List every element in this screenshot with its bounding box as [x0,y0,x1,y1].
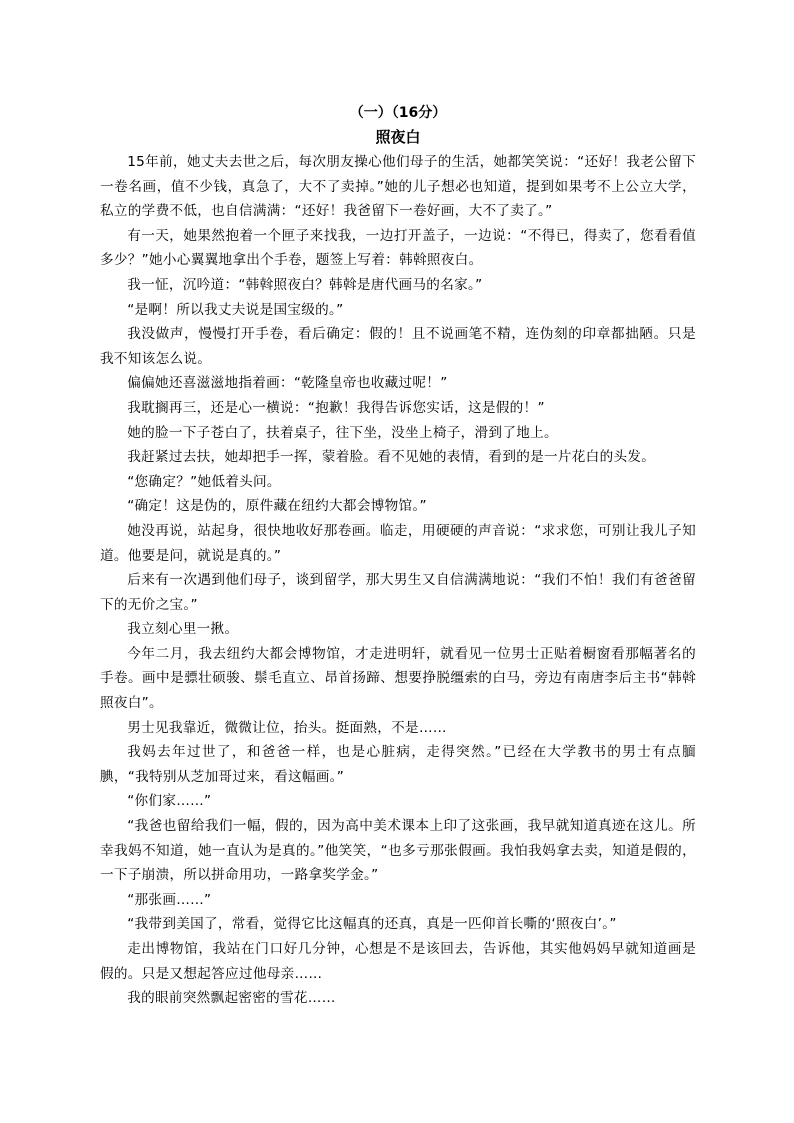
article [100,101,696,1011]
paragraph: “我爸也留给我们一幅，假的，因为高中美术课本上印了这张画，我早就知道真迹在这儿。所幸我妈不知道，她一直认为是真的。”他笑笑，“也多亏那张假画。我怕我妈拿去卖，知道是假的，一下子崩溃，所以拼命用功，一路拿奖学金。” [100,818,696,884]
paragraph: “那张画……” [127,891,212,908]
paragraph: 我赶紧过去扶，她却把手一挥，蒙着脸。看不见她的表情，看到的是一片花白的头发。 [127,449,656,466]
paragraph: 她的脸一下子苍白了，扶着桌子，往下坐，没坐上椅子，滑到了地上。 [127,424,558,441]
paragraph: 我立刻心里一揪。 [127,621,239,638]
paragraph: “确定！这是伪的，原件藏在纽约大都会博物馆。” [127,498,427,515]
paragraph: 我的眼前突然飘起密密的雪花…… [127,990,336,1007]
paragraph: “我带到美国了，常看，觉得它比这幅真的还真，真是一匹仰首长嘶的‘照夜白’。” [127,916,617,933]
paragraph: “是啊！所以我丈夫说是国宝级的。” [127,301,344,318]
paragraph: 她没再说，站起身，很快地收好那卷画。临走，用硬硬的声音说：“求求您，可别让我儿子知道。他要是问，就说是真的。” [100,522,696,564]
paragraph: 偏偏她还喜滋滋地指着画：“乾隆皇帝也收藏过呢！” [127,375,448,392]
paragraph: 走出博物馆，我站在门口好几分钟，心想是不是该回去，告诉他，其实他妈妈早就知道画是假的。只是又想起答应过他母亲…… [100,941,696,982]
paragraph: 后来有一次遇到他们母子，谈到留学，那大男生又自信满满地说：“我们不怕！我们有爸爸留下的无价之宝。” [100,572,696,613]
paragraph: “你们家……” [127,793,212,810]
paragraph: “您确定？”她低着头问。 [127,473,281,490]
section-heading: （一）（16分） [349,105,447,121]
paragraph: 今年二月，我去纽约大都会博物馆，才走进明轩，就看见一位男士正贴着橱窗看那幅著名的手卷。画中是骠壮硕骏、鬃毛直立、昂首扬蹄、想要挣脱缰索的白马，旁边有南唐李后主书“韩斡照夜白”。 [100,645,696,712]
paragraph: 我妈去年过世了，和爸爸一样，也是心脏病，走得突然。”已经在大学教书的男士有点腼腆，“我特别从芝加哥过来，看这幅画。” [100,744,696,785]
paragraph: 我一怔，沉吟道：“韩斡照夜白？韩斡是唐代画马的名家。” [127,276,483,293]
paragraph: 有一天，她果然抱着一个匣子来找我，一边打开盖子，一边说：“不得已，得卖了，您看看值多少？”她小心翼翼地拿出个手卷，题签上写着：韩斡照夜白。 [100,227,696,269]
paragraph: 男士见我靠近，微微让位，抬头。挺面熟，不是…… [127,719,447,736]
paragraph: 15年前，她丈夫去世之后，每次朋友操心他们母子的生活，她都笑笑说：“还好！我老公留下一卷名画，值不少钱，真急了，大不了卖掉。”她的儿子想必也知道，提到如果考不上公立大学，私立的学费不低，也自信满满：“还好！我爸留下一卷好画，大不了卖了。” [100,154,696,220]
paragraph: 我耽搁再三，还是心一横说：“抱歉！我得告诉您实话，这是假的！” [127,399,545,416]
article-title: 照夜白 [375,128,421,146]
paragraph: 我没做声，慢慢打开手卷，看后确定：假的！且不说画笔不精，连伪刻的印章都拙陋。只是我不知该怎么说。 [100,326,696,367]
